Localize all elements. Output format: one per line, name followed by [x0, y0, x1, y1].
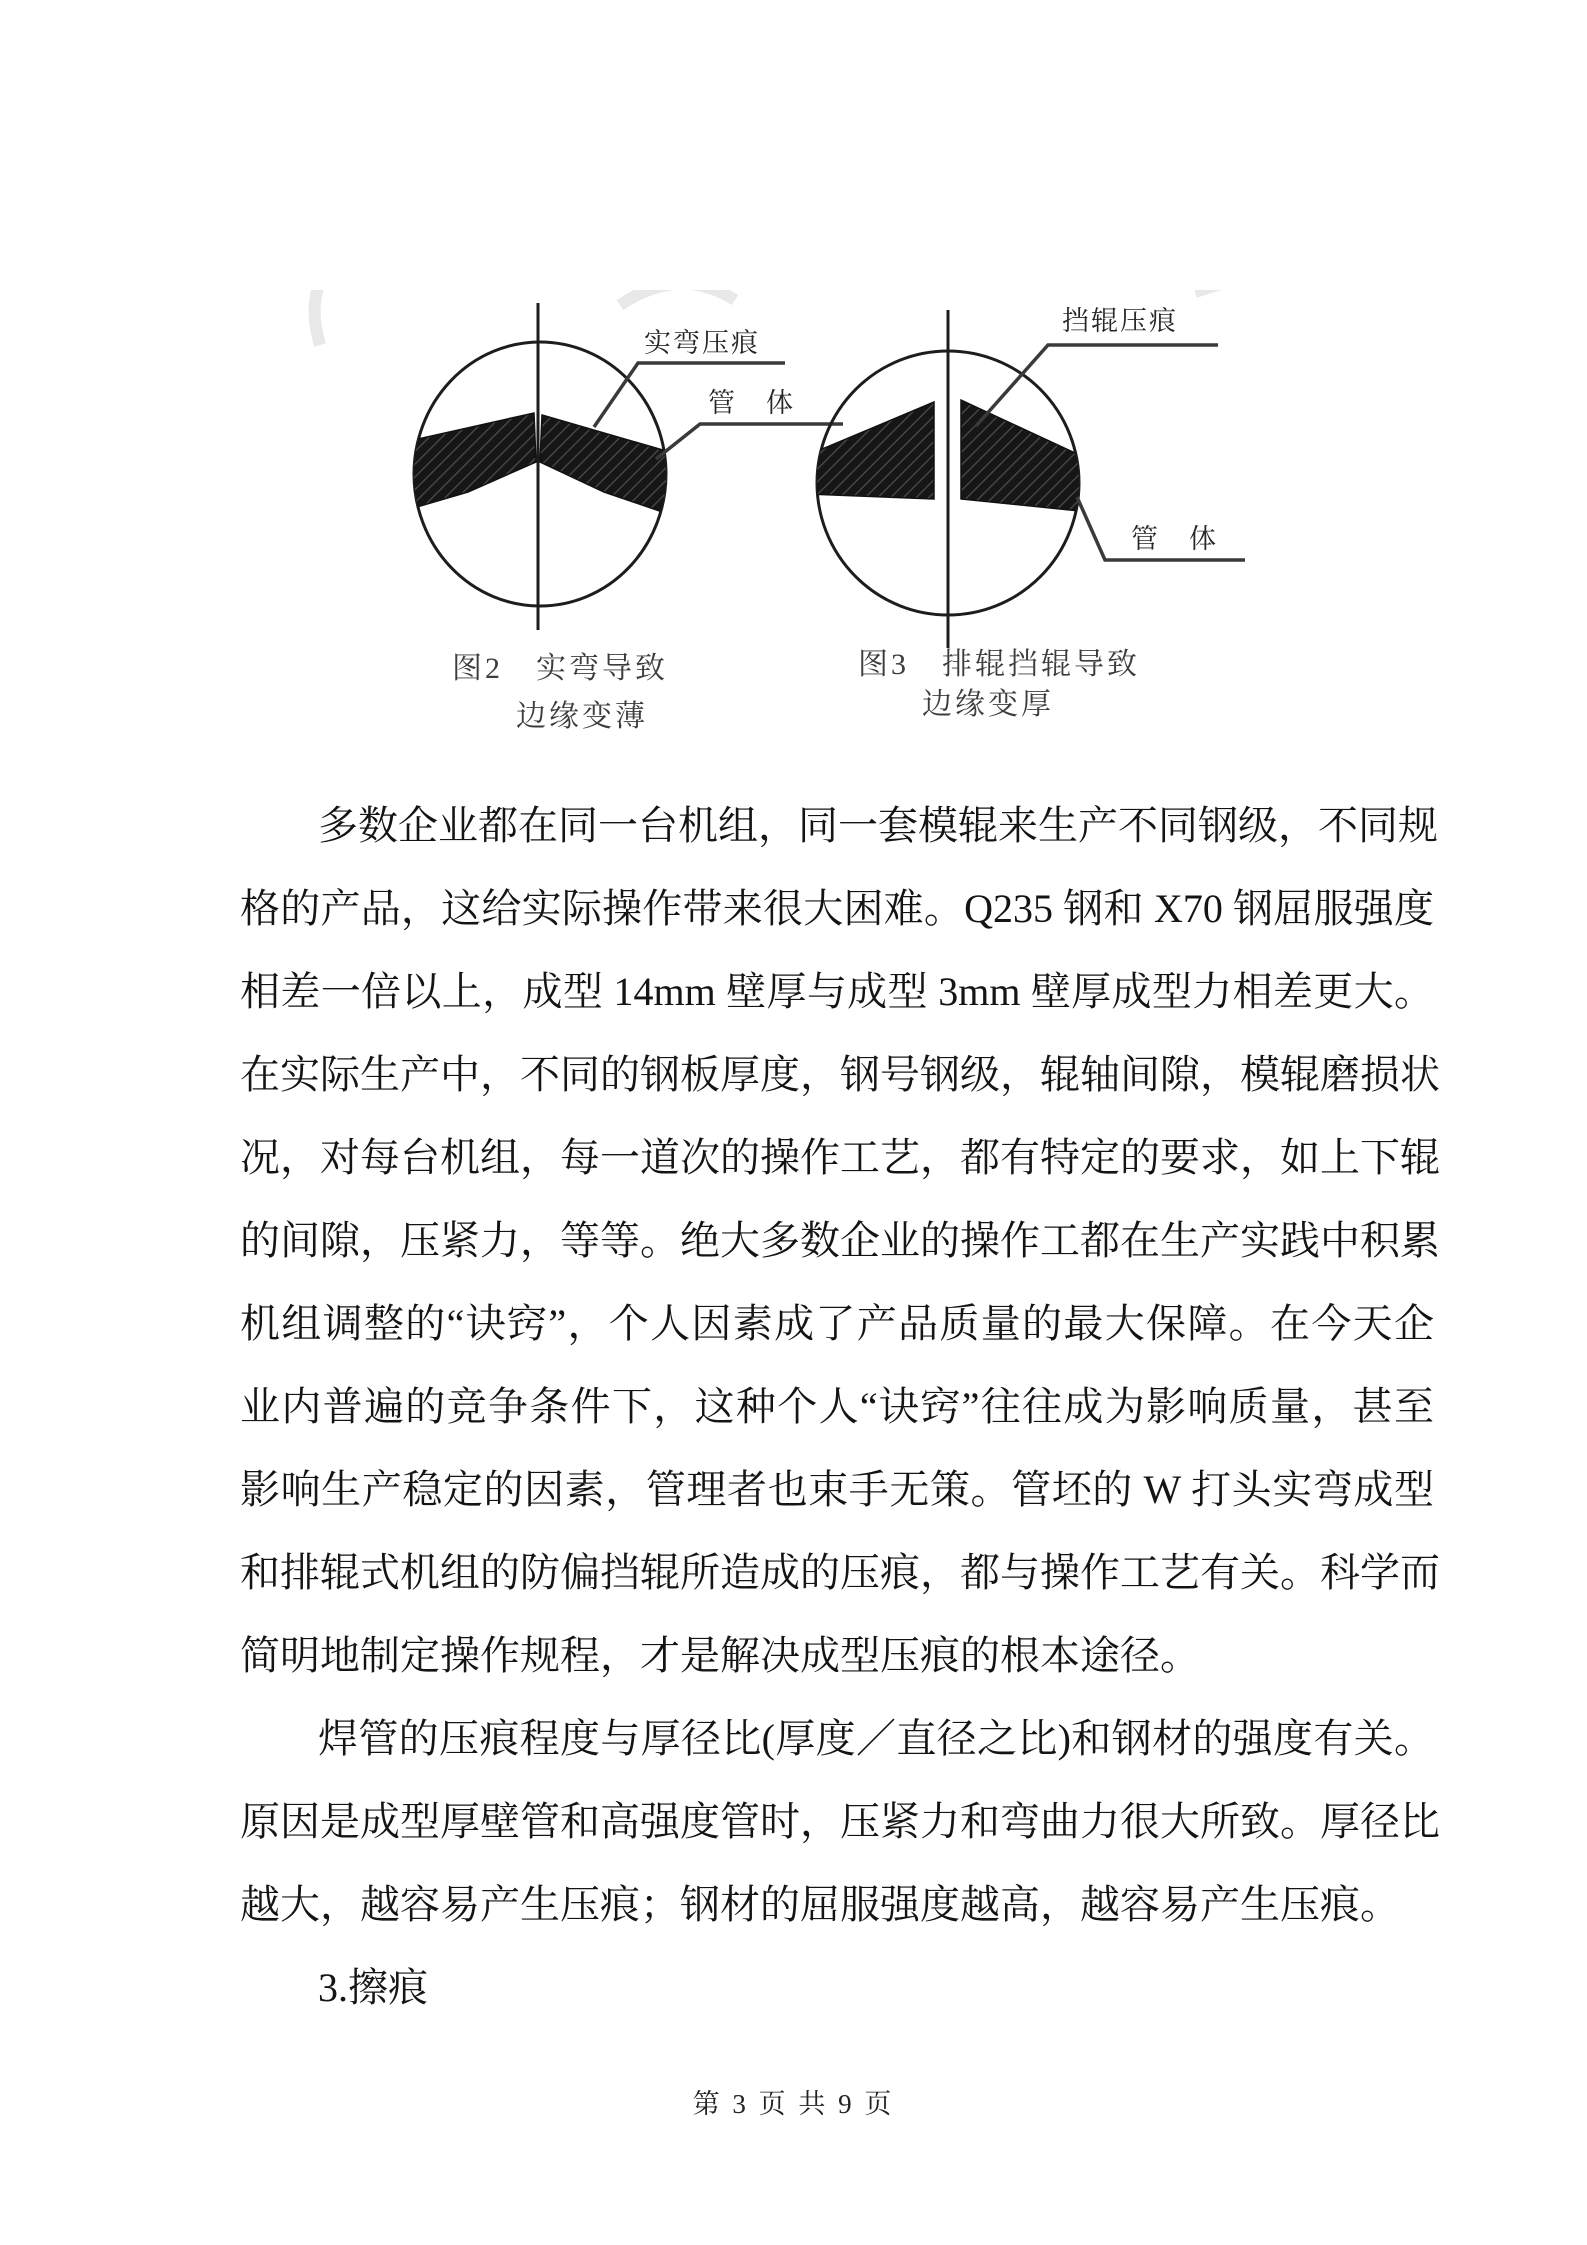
body-line: 简明地制定操作规程，才是解决成型压痕的根本途径。	[240, 1633, 1200, 1678]
figure-caption-fig2-line1: 图2 实弯导致	[452, 652, 668, 685]
paragraph-2	[240, 1697, 1440, 1946]
figure-caption-fig3-line2: 边缘变厚	[922, 688, 1054, 721]
label-roller-impression: 挡辊压痕	[1062, 306, 1178, 336]
figure-2-diagram	[400, 303, 843, 733]
label-bend-impression: 实弯压痕	[644, 328, 760, 358]
figures-region	[250, 290, 1290, 740]
body-text	[240, 784, 1440, 2029]
body-line: 况，对每台机组，每一道次的操作工艺，都有特定的要求，如上下辊	[240, 1135, 1440, 1180]
label-pipe-body-fig3: 管 体	[1131, 524, 1218, 554]
figure-caption-fig3-line1: 图3 排辊挡辊导致	[858, 648, 1140, 681]
body-line: 越大，越容易产生压痕；钢材的屈服强度越高，越容易产生压痕。	[240, 1882, 1400, 1927]
paragraph-1	[240, 784, 1440, 1697]
page-number-footer: 第 3 页 共 9 页	[692, 2089, 895, 2119]
label-pipe-body-fig2: 管 体	[708, 388, 795, 418]
section-heading: 3.擦痕	[318, 1965, 428, 2010]
body-line: 相差一倍以上，成型 14mm 壁厚与成型 3mm 壁厚成型力相差更大。	[240, 969, 1434, 1014]
body-line: 格的产品，这给实际操作带来很大困难。Q235 钢和 X70 钢屈服强度	[240, 886, 1434, 931]
body-line: 原因是成型厚壁管和高强度管时，压紧力和弯曲力很大所致。厚径比	[240, 1799, 1440, 1844]
body-line: 在实际生产中，不同的钢板厚度，钢号钢级，辊轴间隙，模辊磨损状	[240, 1052, 1440, 1097]
hatched-strip-left-fig3	[808, 402, 934, 499]
figure-3-diagram	[808, 306, 1245, 721]
figure-caption-fig2-line2: 边缘变薄	[516, 700, 648, 733]
leader-line-roller-impression	[976, 345, 1218, 426]
body-line: 焊管的压痕程度与厚径比(厚度／直径之比)和钢材的强度有关。	[318, 1716, 1434, 1761]
body-line: 影响生产稳定的因素，管理者也束手无策。管坯的 W 打头实弯成型	[240, 1467, 1434, 1512]
leader-line-pipe-body-fig2	[656, 424, 843, 459]
hatched-strip-right-fig3	[961, 400, 1090, 512]
body-line: 和排辊式机组的防偏挡辊所造成的压痕，都与操作工艺有关。科学而	[240, 1550, 1440, 1595]
pipe-cross-section-diagrams	[250, 290, 1290, 740]
body-line: 业内普遍的竞争条件下，这种个人“诀窍”往往成为影响质量，甚至	[240, 1384, 1434, 1429]
body-line: 多数企业都在同一台机组，同一套模辊来生产不同钢级，不同规	[318, 803, 1438, 848]
body-line: 机组调整的“诀窍”，个人因素成了产品质量的最大保障。在今天企	[240, 1301, 1434, 1346]
body-line: 的间隙，压紧力，等等。绝大多数企业的操作工都在生产实践中积累	[240, 1218, 1440, 1263]
